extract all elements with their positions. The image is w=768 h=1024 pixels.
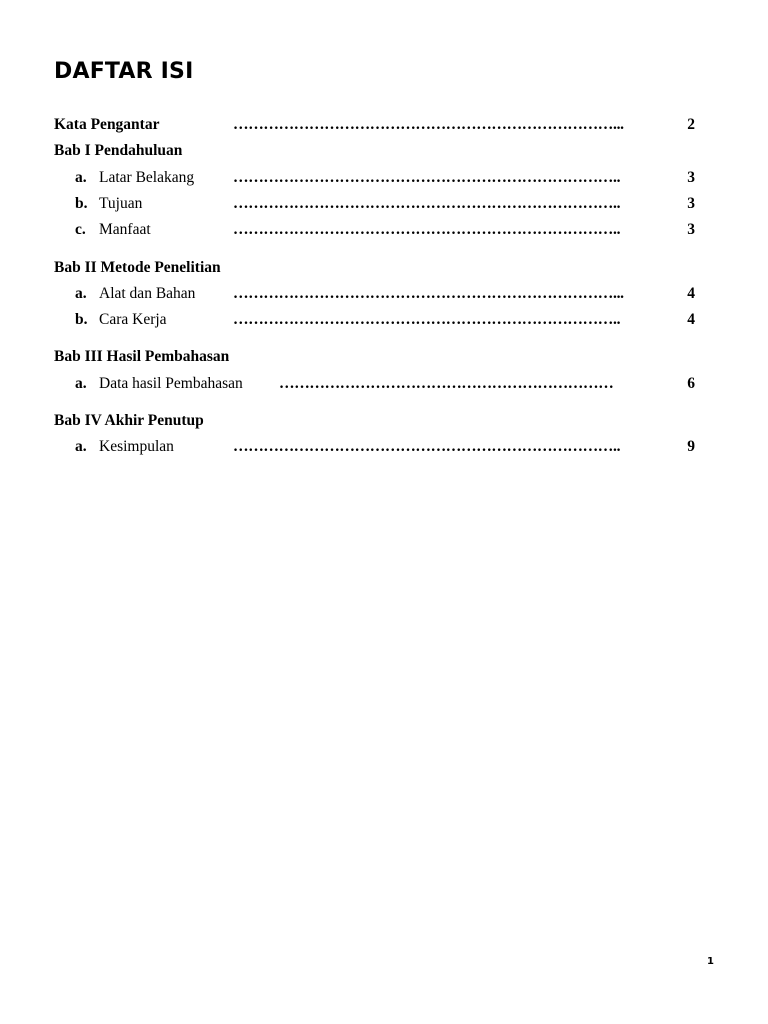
toc-chapter-label: Bab II Metode Penelitian bbox=[54, 259, 221, 276]
toc-entry-label: Kesimpulan bbox=[99, 438, 174, 455]
toc-chapter-label: Bab I Pendahuluan bbox=[54, 142, 183, 159]
toc-chapter-bab-2 bbox=[0, 257, 768, 279]
toc-entry-label: Latar Belakang bbox=[99, 169, 195, 186]
toc-leader-dots: ………………………………………………………………….. bbox=[233, 438, 621, 455]
toc-entry-kata-pengantar bbox=[0, 114, 768, 136]
toc-chapter-label: Bab IV Akhir Penutup bbox=[54, 412, 204, 429]
toc-entry-data-hasil-pembahasan bbox=[0, 373, 768, 395]
toc-page-number: 9 bbox=[687, 438, 695, 455]
toc-leader-dots: ………………………………………………………………….. bbox=[233, 221, 621, 238]
toc-chapter-label: Bab III Hasil Pembahasan bbox=[54, 348, 230, 365]
toc-chapter-bab-4 bbox=[0, 410, 768, 432]
toc-item-letter: a. bbox=[75, 438, 87, 455]
toc-entry-label: Manfaat bbox=[99, 221, 151, 238]
toc-entry-manfaat bbox=[0, 219, 768, 241]
toc-chapter-bab-3 bbox=[0, 346, 768, 368]
toc-entry-alat-dan-bahan bbox=[0, 283, 768, 305]
toc-entry-label: Alat dan Bahan bbox=[99, 285, 196, 302]
toc-page-number: 6 bbox=[687, 375, 695, 392]
toc-leader-dots: ………………………………………………………………….. bbox=[233, 195, 621, 212]
toc-entry-latar-belakang bbox=[0, 167, 768, 189]
toc-entry-cara-kerja bbox=[0, 309, 768, 331]
toc-leader-dots: ………………………………………………………… bbox=[279, 375, 614, 392]
toc-entry-label: Data hasil Pembahasan bbox=[99, 375, 243, 392]
toc-entry-kesimpulan bbox=[0, 436, 768, 458]
page-title: DAFTAR ISI bbox=[54, 59, 194, 84]
toc-leader-dots: ………………………………………………………………….. bbox=[233, 169, 621, 186]
toc-entry-label: Kata Pengantar bbox=[54, 116, 160, 133]
toc-item-letter: a. bbox=[75, 375, 87, 392]
toc-page-number: 2 bbox=[687, 116, 695, 133]
toc-entry-label: Cara Kerja bbox=[99, 311, 167, 328]
toc-item-letter: a. bbox=[75, 285, 87, 302]
toc-page-number: 3 bbox=[687, 221, 695, 238]
page-number: 1 bbox=[707, 956, 714, 967]
toc-leader-dots: …………………………………………………………………... bbox=[233, 285, 624, 302]
toc-item-letter: a. bbox=[75, 169, 87, 186]
toc-leader-dots: ………………………………………………………………….. bbox=[233, 311, 621, 328]
toc-page-number: 4 bbox=[687, 285, 695, 302]
toc-page-number: 4 bbox=[687, 311, 695, 328]
toc-page-number: 3 bbox=[687, 195, 695, 212]
toc-page-number: 3 bbox=[687, 169, 695, 186]
toc-item-letter: c. bbox=[75, 221, 86, 238]
toc-chapter-bab-1 bbox=[0, 140, 768, 162]
toc-entry-label: Tujuan bbox=[99, 195, 143, 212]
toc-item-letter: b. bbox=[75, 195, 88, 212]
toc-entry-tujuan bbox=[0, 193, 768, 215]
toc-leader-dots: …………………………………………………………………... bbox=[233, 116, 624, 133]
toc-item-letter: b. bbox=[75, 311, 88, 328]
